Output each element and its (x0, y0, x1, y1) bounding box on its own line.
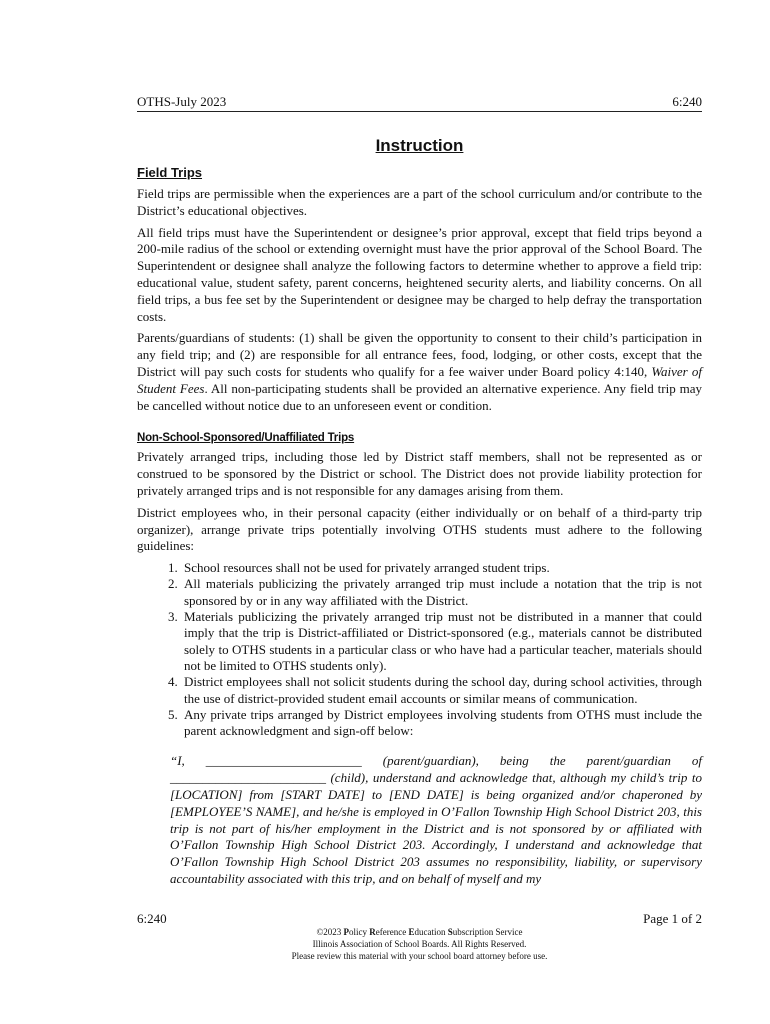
copyright-word-ducation: ducation (414, 927, 448, 937)
header-rule (137, 111, 702, 112)
page-title: Instruction (375, 136, 464, 155)
copyright-initial-s: S (447, 927, 453, 937)
copyright-prefix: ©2023 (316, 927, 344, 937)
parent-acknowledgment-quote: “I, ________________________ (parent/guardian), being the parent/guardian of ________________________ (child), understand and acknowledge that, although my child’s trip to [LOCATION] from [START DATE] to [END DATE] is being organized and/or chaperoned by [EMPLOYEE’S NAME], and he/she is employed in O’Fallon Township High School District 203, this trip is not part of his/her employment in the District and is not sponsored by or affiliated with O’Fallon Township High School District 203. Accordingly, I understand and acknowledge that O’Fallon Township High School District 203 assumes no responsibility, liability, or supervisory accountability associated with this trip, and on behalf of myself and my (170, 753, 702, 886)
main-content (137, 165, 702, 888)
header-right: 6:240 (672, 94, 702, 109)
paragraph-field-trips-permissible: Field trips are permissible when the experiences are a part of the school curriculum and/or contribute to the District’s educational objectives. (137, 186, 702, 218)
list-item: 5. Any private trips arranged by District employees involving students from OTHS must include the parent acknowledgment and sign-off below: (181, 707, 702, 740)
list-item: 1. School resources shall not be used for privately arranged student trips. (181, 560, 702, 576)
page-number: Page 1 of 2 (643, 911, 702, 926)
copyright-initial-r: R (369, 927, 376, 937)
footer-left: 6:240 (137, 911, 167, 926)
parents-text-before: Parents/guardians of students: (1) shall be given the opportunity to consent to their child’s participation in any field trip; and (2) are responsible for all entrance fees, food, lodging, or other costs, except that the District will pay such costs for students who qualify for a fee waiver under Board policy 4:140, (137, 330, 702, 379)
policy-reference: Waiver of Student Fees (137, 363, 702, 396)
section-heading: Field Trips (137, 165, 203, 180)
list-item: 4. District employees shall not solicit students during the school day, during school activities, through the use of district-provided student email accounts or similar means of communication. (181, 674, 702, 707)
copyright-line (137, 926, 702, 938)
parents-text-after: . All non-participating students shall be provided an alternative experience. Any field trip may be cancelled without notice due to an unforeseen event or condition. (137, 380, 702, 413)
copyright-word-ubscription: ubscription Service (452, 927, 523, 937)
list-item: 3. Materials publicizing the privately arranged trip must not be distributed in a manner that could imply that the trip is District-affiliated or District-sponsored (e.g., materials cannot be distributed solely to OTHS students in a particular class or who have had a particular teacher, materials should not be limited to OTHS students only). (181, 609, 702, 674)
subsection-heading: Non-School-Sponsored/Unaffiliated Trips (137, 432, 355, 445)
header-left: OTHS-July 2023 (137, 94, 227, 109)
copyright-word-eference: eference (375, 927, 409, 937)
copyright-initial-p: P (343, 927, 350, 937)
list-item: 2. All materials publicizing the privately arranged trip must include a notation that the trip is not sponsored by or in any way affiliated with the District. (181, 576, 702, 609)
paragraph-approval: All field trips must have the Superintendent or designee’s prior approval, except that field trips beyond a 200-mile radius of the school or extending overnight must have the prior approval of the School Board. The Superintendent or designee shall analyze the following factors to determine whether to approve a field trip: educational value, student safety, parent concerns, heightened security alerts, and liability concerns. On all field trips, a bus fee set by the Superintendent or designee may be charged to help defray the transportation costs. (137, 224, 702, 324)
copyright-word-olicy: olicy (349, 927, 370, 937)
paragraph-district-employees: District employees who, in their personal capacity (either individually or on behalf of a third-party trip organizer), arrange private trips potentially involving OTHS students must adhere to the following guidelines: (137, 504, 702, 554)
review-line: Please review this material with your school board attorney before use. (291, 951, 548, 961)
rights-line: Illinois Association of School Boards. All Rights Reserved. (312, 939, 527, 949)
footer-copyright (137, 926, 702, 962)
paragraph-privately-arranged: Privately arranged trips, including those led by District staff members, shall not be represented as or construed to be sponsored by the District or school. The District does not provide liability protection for privately arranged trips and is not responsible for any damages arising from them. (137, 449, 702, 498)
copyright-initial-e: E (408, 927, 415, 937)
paragraph-parents (137, 330, 702, 414)
guidelines-list (137, 560, 702, 739)
